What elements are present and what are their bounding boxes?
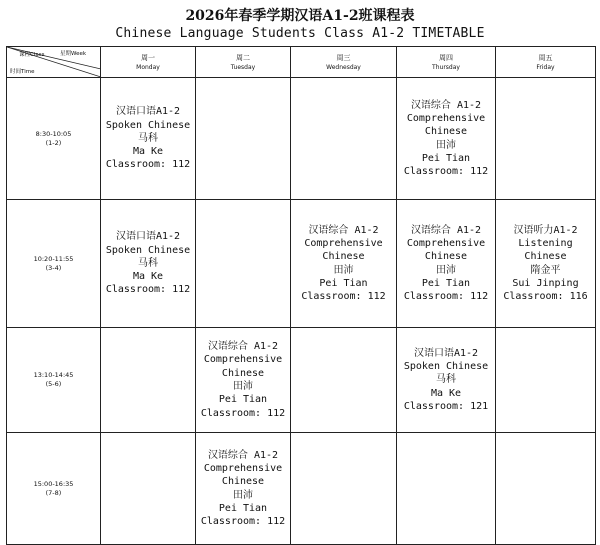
timetable-row [7, 78, 596, 200]
course-line: 汉语综合 A1-2 [410, 99, 482, 111]
course-line: Classroom: 112 [105, 159, 191, 171]
course-line: 汉语听力A1-2 [513, 224, 578, 236]
course-line: 汉语口语A1-2 [413, 347, 479, 359]
course-line: 马科 [436, 374, 456, 386]
course-line: Pei Tian [218, 502, 268, 514]
course-line: 汉语综合 A1-2 [410, 224, 482, 236]
empty-cell [397, 433, 496, 545]
course-line: 田沛 [233, 381, 253, 392]
time-range: 8:30-10:05 [35, 129, 72, 138]
timetable-row [7, 328, 596, 433]
course-cell [101, 200, 196, 328]
day-cn: 周四 [439, 53, 453, 62]
day-en: Friday [536, 63, 555, 71]
course-line: Comprehensive [406, 112, 486, 124]
course-line: Comprehensive [406, 237, 486, 249]
course-line: 汉语综合 A1-2 [207, 341, 279, 353]
day-header-row [7, 47, 596, 78]
course-line: Comprehensive [304, 237, 383, 249]
course-line: Classroom: 112 [301, 291, 386, 303]
timetable-header [0, 0, 600, 46]
course-line: 马科 [138, 132, 158, 144]
course-cell [397, 78, 496, 200]
day-cn: 周二 [236, 53, 250, 62]
day-header-friday [496, 47, 596, 78]
day-en: Thursday [432, 63, 460, 71]
course-line: 田沛 [436, 139, 456, 151]
course-line: Classroom: 116 [503, 291, 588, 303]
title-chinese: 2026年春季学期汉语A1-2班课程表 [185, 8, 415, 24]
course-line: Classroom: 112 [403, 291, 489, 303]
period-label: (5-6) [45, 380, 62, 388]
course-line: 隋金平 [530, 264, 561, 276]
course-line: Chinese [424, 126, 468, 138]
course-line: Classroom: 112 [403, 166, 489, 178]
empty-cell [101, 328, 196, 433]
timetable-row [7, 200, 596, 328]
course-line: Ma Ke [132, 271, 164, 283]
course-line: 汉语综合 A1-2 [207, 449, 279, 461]
course-line: Chinese [322, 251, 365, 263]
course-line: Classroom: 112 [200, 407, 286, 419]
course-line: 汉语口语A1-2 [115, 231, 181, 243]
day-header-thursday [397, 47, 496, 78]
empty-cell [196, 200, 291, 328]
course-line: 田沛 [233, 489, 253, 501]
empty-cell [291, 328, 397, 433]
course-line: 汉语综合 A1-2 [308, 224, 379, 236]
day-header-tuesday [196, 47, 291, 78]
course-cell [196, 328, 291, 433]
course-line: Chinese [221, 476, 265, 488]
course-line: Pei Tian [421, 152, 471, 164]
course-line: Pei Tian [319, 277, 368, 289]
timetable [6, 46, 596, 545]
day-cn: 周一 [141, 53, 155, 62]
course-line: Classroom: 112 [200, 516, 286, 528]
empty-cell [291, 78, 397, 200]
course-line: 汉语口语A1-2 [115, 106, 181, 118]
time-range: 13:10-14:45 [33, 371, 74, 379]
period-label: (7-8) [45, 488, 62, 497]
empty-cell [496, 328, 596, 433]
empty-cell [196, 78, 291, 200]
course-line: 马科 [138, 257, 158, 269]
day-cn: 周三 [336, 53, 351, 62]
course-cell [291, 200, 397, 328]
time-slot-cell [7, 200, 101, 328]
course-line: Classroom: 112 [105, 284, 191, 296]
course-line: Comprehensive [203, 462, 283, 474]
day-en: Monday [136, 63, 160, 71]
course-line: 田沛 [436, 264, 456, 276]
period-label: (1-2) [45, 138, 62, 147]
timetable-row [7, 433, 596, 545]
corner-time-label: 时间Time [10, 69, 35, 75]
course-line: Spoken Chinese [105, 244, 191, 256]
empty-cell [496, 433, 596, 545]
empty-cell [101, 433, 196, 545]
empty-cell [496, 78, 596, 200]
time-range: 15:00-16:35 [33, 479, 74, 488]
time-slot-cell [7, 433, 101, 545]
day-cn: 周五 [538, 53, 553, 62]
course-line: Pei Tian [421, 277, 471, 289]
title-english: Chinese Language Students Class A1-2 TIMETABLE [115, 26, 485, 41]
course-line: Chinese [424, 251, 468, 263]
period-label: (3-4) [45, 263, 62, 272]
time-slot-cell [7, 78, 101, 200]
course-cell [397, 200, 496, 328]
corner-week-label: 星期Week [60, 51, 87, 57]
course-line: Chinese [524, 251, 567, 263]
day-header-wednesday [291, 47, 397, 78]
course-cell [496, 200, 596, 328]
corner-class-label: 课程Class [19, 52, 45, 58]
course-line: Ma Ke [430, 387, 462, 399]
day-header-monday [101, 47, 196, 78]
course-line: Pei Tian [218, 394, 268, 406]
course-cell [196, 433, 291, 545]
course-line: Spoken Chinese [105, 119, 191, 131]
empty-cell [291, 433, 397, 545]
corner-cell [7, 47, 101, 78]
course-line: Listening [518, 237, 573, 249]
course-line: Ma Ke [132, 146, 164, 158]
course-cell [397, 328, 496, 433]
day-en: Wednesday [326, 63, 361, 71]
course-line: Classroom: 121 [403, 400, 489, 412]
course-line: Chinese [221, 367, 265, 379]
course-line: 田沛 [333, 264, 354, 276]
course-line: Sui Jinping [512, 277, 579, 289]
time-range: 10:20-11:55 [33, 254, 74, 263]
course-line: Spoken Chinese [403, 361, 489, 373]
course-cell [101, 78, 196, 200]
course-line: Comprehensive [203, 354, 283, 366]
time-slot-cell [7, 328, 101, 433]
day-en: Tuesday [230, 63, 256, 71]
